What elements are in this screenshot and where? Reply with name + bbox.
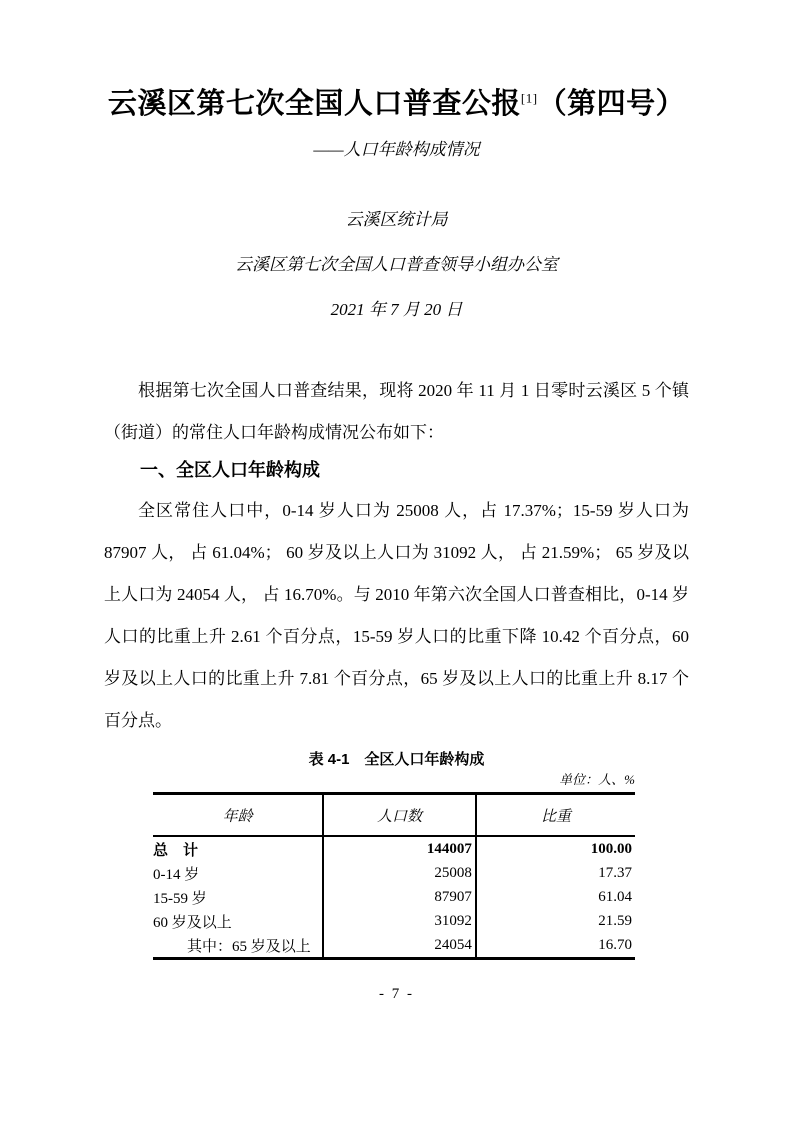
- population-value: 25008: [323, 861, 476, 885]
- table-unit-note: 单位：人、%: [559, 772, 635, 787]
- table-header-row: [153, 794, 635, 837]
- table-row-total: [153, 836, 635, 861]
- share-value: 17.37: [476, 861, 635, 885]
- row-label: 其中：65 岁及以上: [187, 938, 311, 955]
- column-header-share: 比重: [476, 794, 635, 837]
- document-subtitle: ——人口年龄构成情况: [313, 140, 480, 159]
- population-value: 24054: [323, 933, 476, 959]
- column-header-age: 年龄: [153, 794, 323, 837]
- issuing-office: 云溪区第七次全国人口普查领导小组办公室: [235, 255, 558, 274]
- table-caption: 表 4-1 全区人口年龄构成: [308, 751, 485, 768]
- row-label: 15-59 岁: [153, 890, 207, 907]
- population-value: 87907: [323, 885, 476, 909]
- footnote-marker: [1]: [520, 90, 538, 106]
- share-value: 16.70: [476, 933, 635, 959]
- issuing-agency: 云溪区统计局: [345, 210, 448, 229]
- byline-block: [104, 208, 689, 322]
- column-header-population: 人口数: [323, 794, 476, 837]
- share-value: 61.04: [476, 885, 635, 909]
- paragraph-age-detail: 全区常住人口中，0-14 岁人口为 25008 人，占 17.37%；15-59 岁人口为 87907 人， 占 61.04%； 60 岁及以上人口为 31092 人， 占 21.59%； 65 岁及以上人口为 24054 人， 占 16.70%。与 2010 年第六次全国人口普查相比，0-14 岁人口的比重上升 2.61 个百分点，15-59 岁人口的比重下降 10.42 个百分点，60 岁及以上人口的比重上升 7.81 个百分点，65 岁及以上人口的比重上升 8.17 个百分点。: [104, 501, 689, 730]
- document-title-main: 云溪区第七次全国人口普查公报: [107, 88, 521, 120]
- age-composition-table: [153, 792, 635, 960]
- row-label: 总 计: [153, 842, 199, 859]
- paragraph-intro: 根据第七次全国人口普查结果，现将 2020 年 11 月 1 日零时云溪区 5 个镇（街道）的常住人口年龄构成情况公布如下：: [104, 381, 689, 442]
- share-value: 100.00: [476, 836, 635, 861]
- table-row-0-14: [153, 861, 635, 885]
- page-number: - 7 -: [379, 986, 414, 1002]
- table-row-65-plus: [153, 933, 635, 959]
- table-row-15-59: [153, 885, 635, 909]
- row-label: 0-14 岁: [153, 866, 200, 883]
- population-value: 144007: [323, 836, 476, 861]
- row-label: 60 岁及以上: [153, 914, 232, 931]
- section-heading: 一、全区人口年龄构成: [140, 460, 320, 480]
- document-title: [104, 84, 689, 124]
- publish-date: 2021 年 7 月 20 日: [330, 300, 463, 319]
- share-value: 21.59: [476, 909, 635, 933]
- population-value: 31092: [323, 909, 476, 933]
- table-row-60-plus: [153, 909, 635, 933]
- document-title-number: （第四号）: [537, 88, 686, 120]
